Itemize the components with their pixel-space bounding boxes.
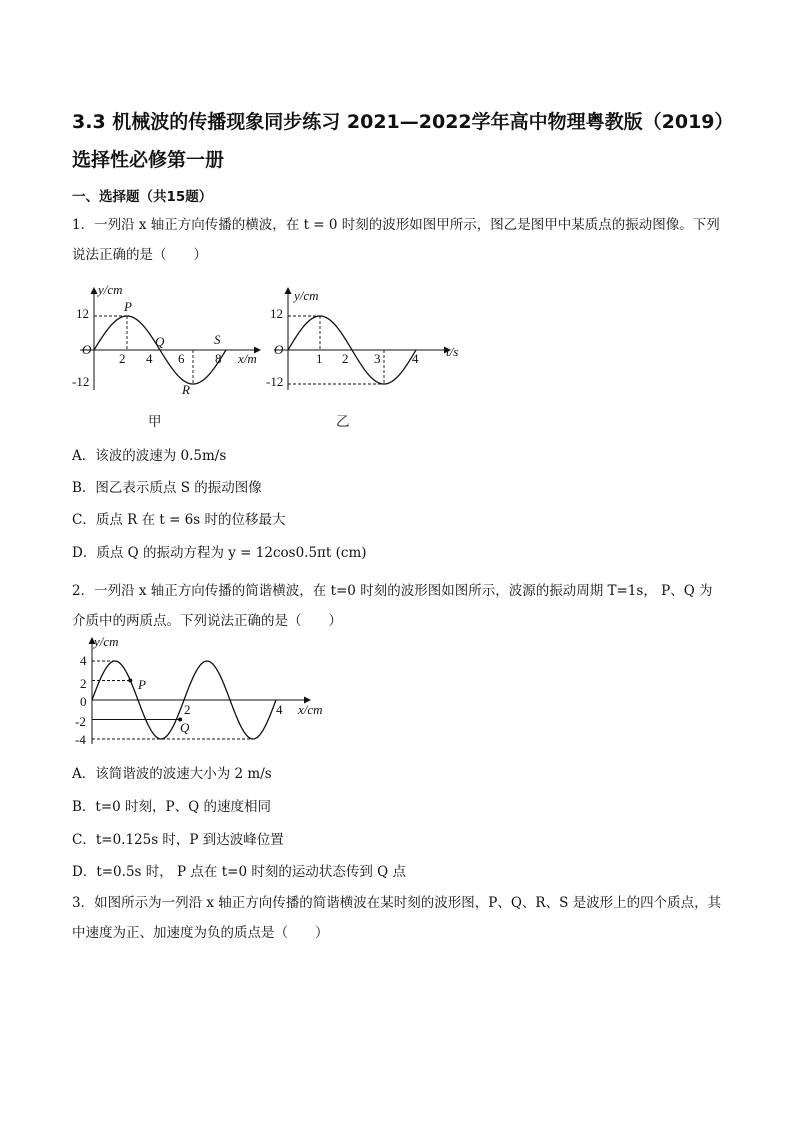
q2-option-a[interactable]: A．该简谐波的波速大小为 2 m/s [72,766,272,782]
q1-option-d[interactable]: D．质点 Q 的振动方程为 y = 12cos0.5πt (cm) [72,545,367,561]
point-p-label: P [124,299,132,314]
y-tick-neg12: -12 [72,374,90,389]
y-axis-label: y/cm [294,288,319,303]
x-tick-4: 4 [146,351,153,366]
x-axis-label: t/s [446,344,459,359]
x-tick-6: 6 [178,351,185,366]
point-q-label: Q [155,334,165,349]
q1-option-c[interactable]: C．质点 R 在 t = 6s 时的位移最大 [72,512,286,528]
q1-option-b[interactable]: B．图乙表示质点 S 的振动图像 [72,480,262,496]
x-tick-2: 2 [119,351,126,366]
figure-a-caption: 甲 [148,414,162,430]
t-tick-2: 2 [342,351,349,366]
y-axis-label: y/cm [98,282,123,297]
y-tick-12: 12 [76,306,89,321]
q2-option-b[interactable]: B．t=0 时刻，P、Q 的速度相同 [72,799,271,815]
x-tick-8: 8 [215,351,222,366]
origin-label: O [82,342,92,357]
point-p-marker [128,679,132,683]
y-tick-neg4: -4 [75,732,86,747]
point-q-label: Q [180,720,190,735]
q1-figure-a [72,282,266,397]
y-tick-4: 4 [80,653,87,668]
question-2-stem: 2．一列沿 x 轴正方向传播的简谐横波，在 t=0 时刻的波形图如图所示，波源的振动周期 T=1s， P、Q 为介质中的两质点。下列说法正确的是（ ） [72,583,713,629]
t-tick-1: 1 [316,351,323,366]
t-tick-3: 3 [374,351,381,366]
q1-option-a[interactable]: A．该波的波速为 0.5m/s [72,448,227,464]
question-1-stem: 1．一列沿 x 轴正方向传播的横波，在 t = 0 时刻的波形如图甲所示，图乙是图甲中某质点的振动图像。下列说法正确的是（ ） [72,217,720,263]
figure-b-caption: 乙 [336,414,350,430]
q2-option-d[interactable]: D．t=0.5s 时， P 点在 t=0 时刻的运动状态传到 Q 点 [72,864,406,880]
x-tick-4: 4 [276,702,283,717]
y-axis-label: y/cm [94,634,119,649]
y-tick-2: 2 [80,676,87,691]
x-tick-2: 2 [184,702,191,717]
q1-figure-b [266,282,466,397]
point-r-label: R [182,382,190,397]
document-title: 3.3 机械波的传播现象同步练习 2021—2022学年高中物理粤教版（2019）选择性必修第一册 [72,111,725,171]
x-axis-label: x/m [238,351,257,366]
question-3-stem: 3．如图所示为一列沿 x 轴正方向传播的简谐横波在某时刻的波形图，P、Q、R、S 是波形上的四个质点，其中速度为正、加速度为负的质点是（ ） [72,895,722,941]
point-p-label: P [138,677,146,692]
section-heading: 一、选择题（共15题） [72,189,213,205]
y-tick-12: 12 [270,306,283,321]
point-s-label: S [214,332,221,347]
q2-figure [72,634,342,754]
t-tick-4: 4 [412,351,419,366]
y-tick-neg12: -12 [266,374,284,389]
x-axis-label: x/cm [298,702,323,717]
q2-option-c[interactable]: C．t=0.125s 时，P 到达波峰位置 [72,832,284,848]
origin-label: O [274,342,284,357]
y-tick-0: 0 [80,694,87,709]
y-tick-neg2: -2 [75,714,86,729]
